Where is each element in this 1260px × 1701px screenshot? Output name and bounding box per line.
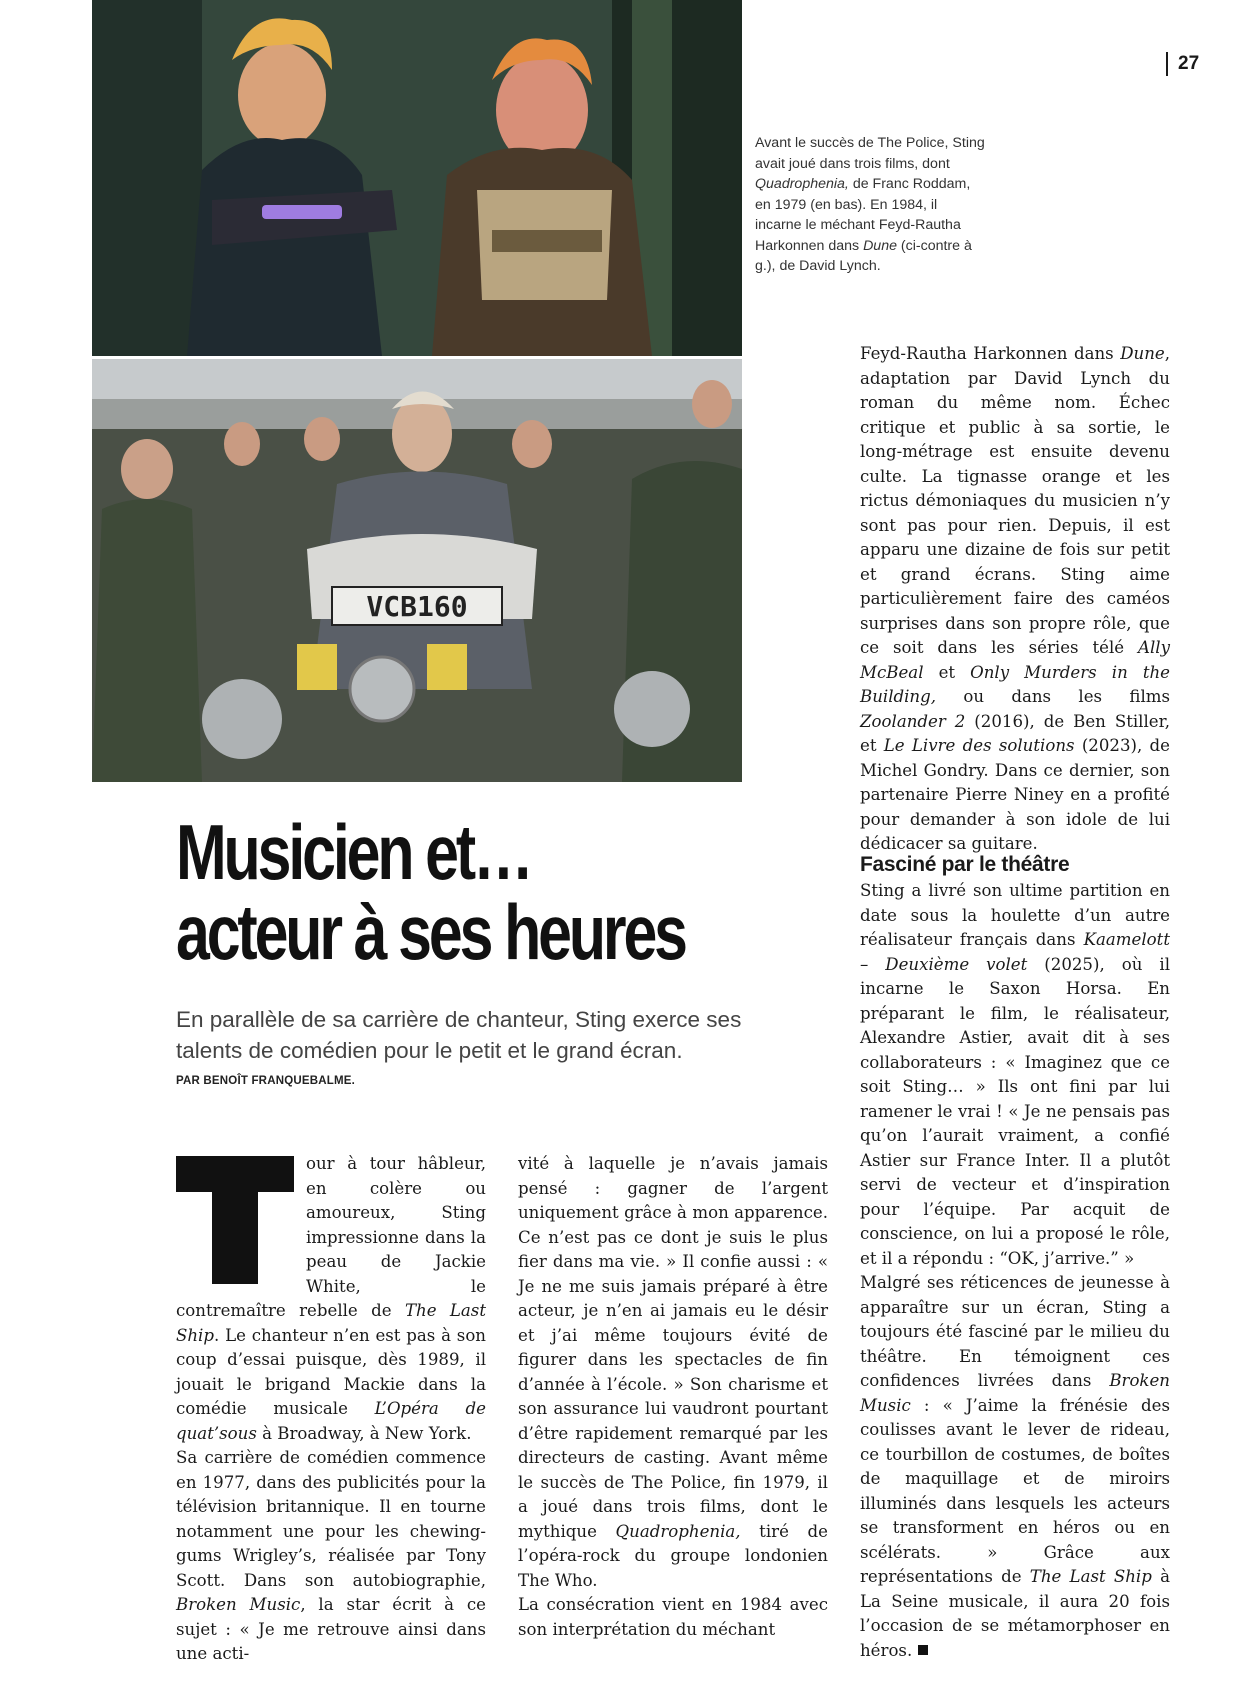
photo-dune-illustration xyxy=(92,0,742,356)
end-of-article-mark xyxy=(918,1645,928,1655)
article-deck: En parallèle de sa carrière de chanteur, Sting exerce ses talents de comédien pour le petit et le grand écran. xyxy=(176,1007,742,1063)
photo-caption xyxy=(755,133,985,277)
paragraph: vité à laquelle je n’avais jamais pensé : gagner de l’argent uniquement grâce à mon apparence. Ce n’est pas ce dont je suis le plus fier dans ma vie. » Il confie aussi : « Je ne me suis jamais préparé à être acteur, je n’en ai jamais eu le désir et j’ai même toujours évité de figurer dans les spectacles de fin d’année à l’école. » Son charisme et son assurance lui vaudront pourtant d’être rapidement remarqué par les directeurs de casting. Avant même le succès de The Police, fin 1979, il a joué dans trois films, dont le mythique Quadrophenia, tiré de l’opéra-rock du groupe londonien The Who. xyxy=(518,1154,828,1590)
photo-dune-still xyxy=(92,0,742,356)
article-column-3-top xyxy=(860,342,1170,857)
article-headline xyxy=(176,808,685,976)
number-plate: VCB160 xyxy=(366,590,468,623)
photo-quadrophenia-still xyxy=(92,359,742,782)
page-number: 27 xyxy=(1166,52,1199,76)
caption-film-title: Dune xyxy=(863,237,897,254)
drop-cap xyxy=(176,1156,294,1284)
caption-text: (ci-contre à g.), de David Lynch. xyxy=(755,237,972,274)
article-column-1 xyxy=(176,1152,486,1667)
byline: PAR BENOÎT FRANQUEBALME. xyxy=(176,1075,356,1087)
photo-quadrophenia-illustration xyxy=(92,359,742,782)
headline-line: Musicien et… xyxy=(176,808,531,896)
paragraph: La consécration vient en 1984 avec son interprétation du méchant xyxy=(518,1595,828,1639)
paragraph: Sa carrière de comédien commence en 1977, dans des publicités pour la télévision britannique. Il en tourne notamment une pour les chewing-gums Wrigley’s, réalisée par Tony Scott. Dans son autobiographie, Broken Music, la star écrit à ce sujet : « Je me retrouve ainsi dans une acti- xyxy=(176,1448,486,1663)
article-column-3-bottom xyxy=(860,879,1170,1663)
paragraph: Sting a livré son ultime partition en date sous la houlette d’un autre réalisateur français dans Kaamelott – Deuxième volet (2025), où il incarne le Saxon Horsa. En préparant le film, le réalisateur, Alexandre Astier, avait dit à ses collaborateurs : « Imaginez que ce soit Sting… » Ils ont fini par lui ramener le vrai ! « Je ne pensais pas qu’on l’aurait vraiment, a confié Astier sur France Inter. Il a plutôt servi de vecteur et d’inspiration pour l’équipe. Par acquit de conscience, on lui a proposé le rôle, et il a répondu : “OK, j’arrive.” » xyxy=(860,881,1171,1268)
section-subheading: Fasciné par le théâtre xyxy=(860,853,1070,876)
caption-text: de Franc Roddam, en 1979 (en bas). En 1984, il incarne le méchant Feyd-Rautha Harkonnen dans xyxy=(755,176,971,254)
paragraph: Feyd-Rautha Harkonnen dans Dune, adaptation par David Lynch du roman du même nom. Échec critique et public à sa sortie, le long-métrage est ensuite devenu culte. La tignasse orange et les rictus démoniaques du musicien n’y sont pas pour rien. Depuis, il est apparu une dizaine de fois sur petit et grand écrans. Sting aime particulièrement faire des caméos surprises dans son propre rôle, que ce soit dans les séries télé Ally McBeal et Only Murders in the Building, ou dans les films Zoolander 2 (2016), de Ben Stiller, et Le Livre des solutions (2023), de Michel Gondry. Dans ce dernier, son partenaire Pierre Niney en a profité pour demander à son idole de lui dédicacer sa guitare. xyxy=(860,344,1171,853)
paragraph: Malgré ses réticences de jeunesse à apparaître sur un écran, Sting a toujours été fasciné par le milieu du théâtre. En témoignent ces confidences livrées dans Broken Music : « J’aime la frénésie des coulisses avant le lever de rideau, ce tourbillon de costumes, de boîtes de maquillage et de miroirs illuminés dans lesquels les acteurs se transforment en héros ou en scélérats. » Grâce aux représentations de The Last Ship à La Seine musicale, il aura 20 fois l’occasion de se métamorphoser en héros. xyxy=(860,1273,1170,1660)
paragraph: our à tour hâbleur, en colère ou amoureux, Sting impressionne dans la peau de Jackie White, le contremaître rebelle de The Last Ship. Le chanteur n’en est pas à son coup d’essai puisque, dès 1989, il jouait le brigand Mackie dans la comédie musicale L’Opéra de quat’sous à Broadway, à New York. xyxy=(176,1154,486,1443)
headline-line: acteur à ses heures xyxy=(176,888,685,976)
caption-text: Avant le succès de The Police, Sting avait joué dans trois films, dont xyxy=(755,135,985,172)
caption-film-title: Quadrophenia, xyxy=(755,176,849,192)
article-column-2 xyxy=(518,1152,828,1642)
